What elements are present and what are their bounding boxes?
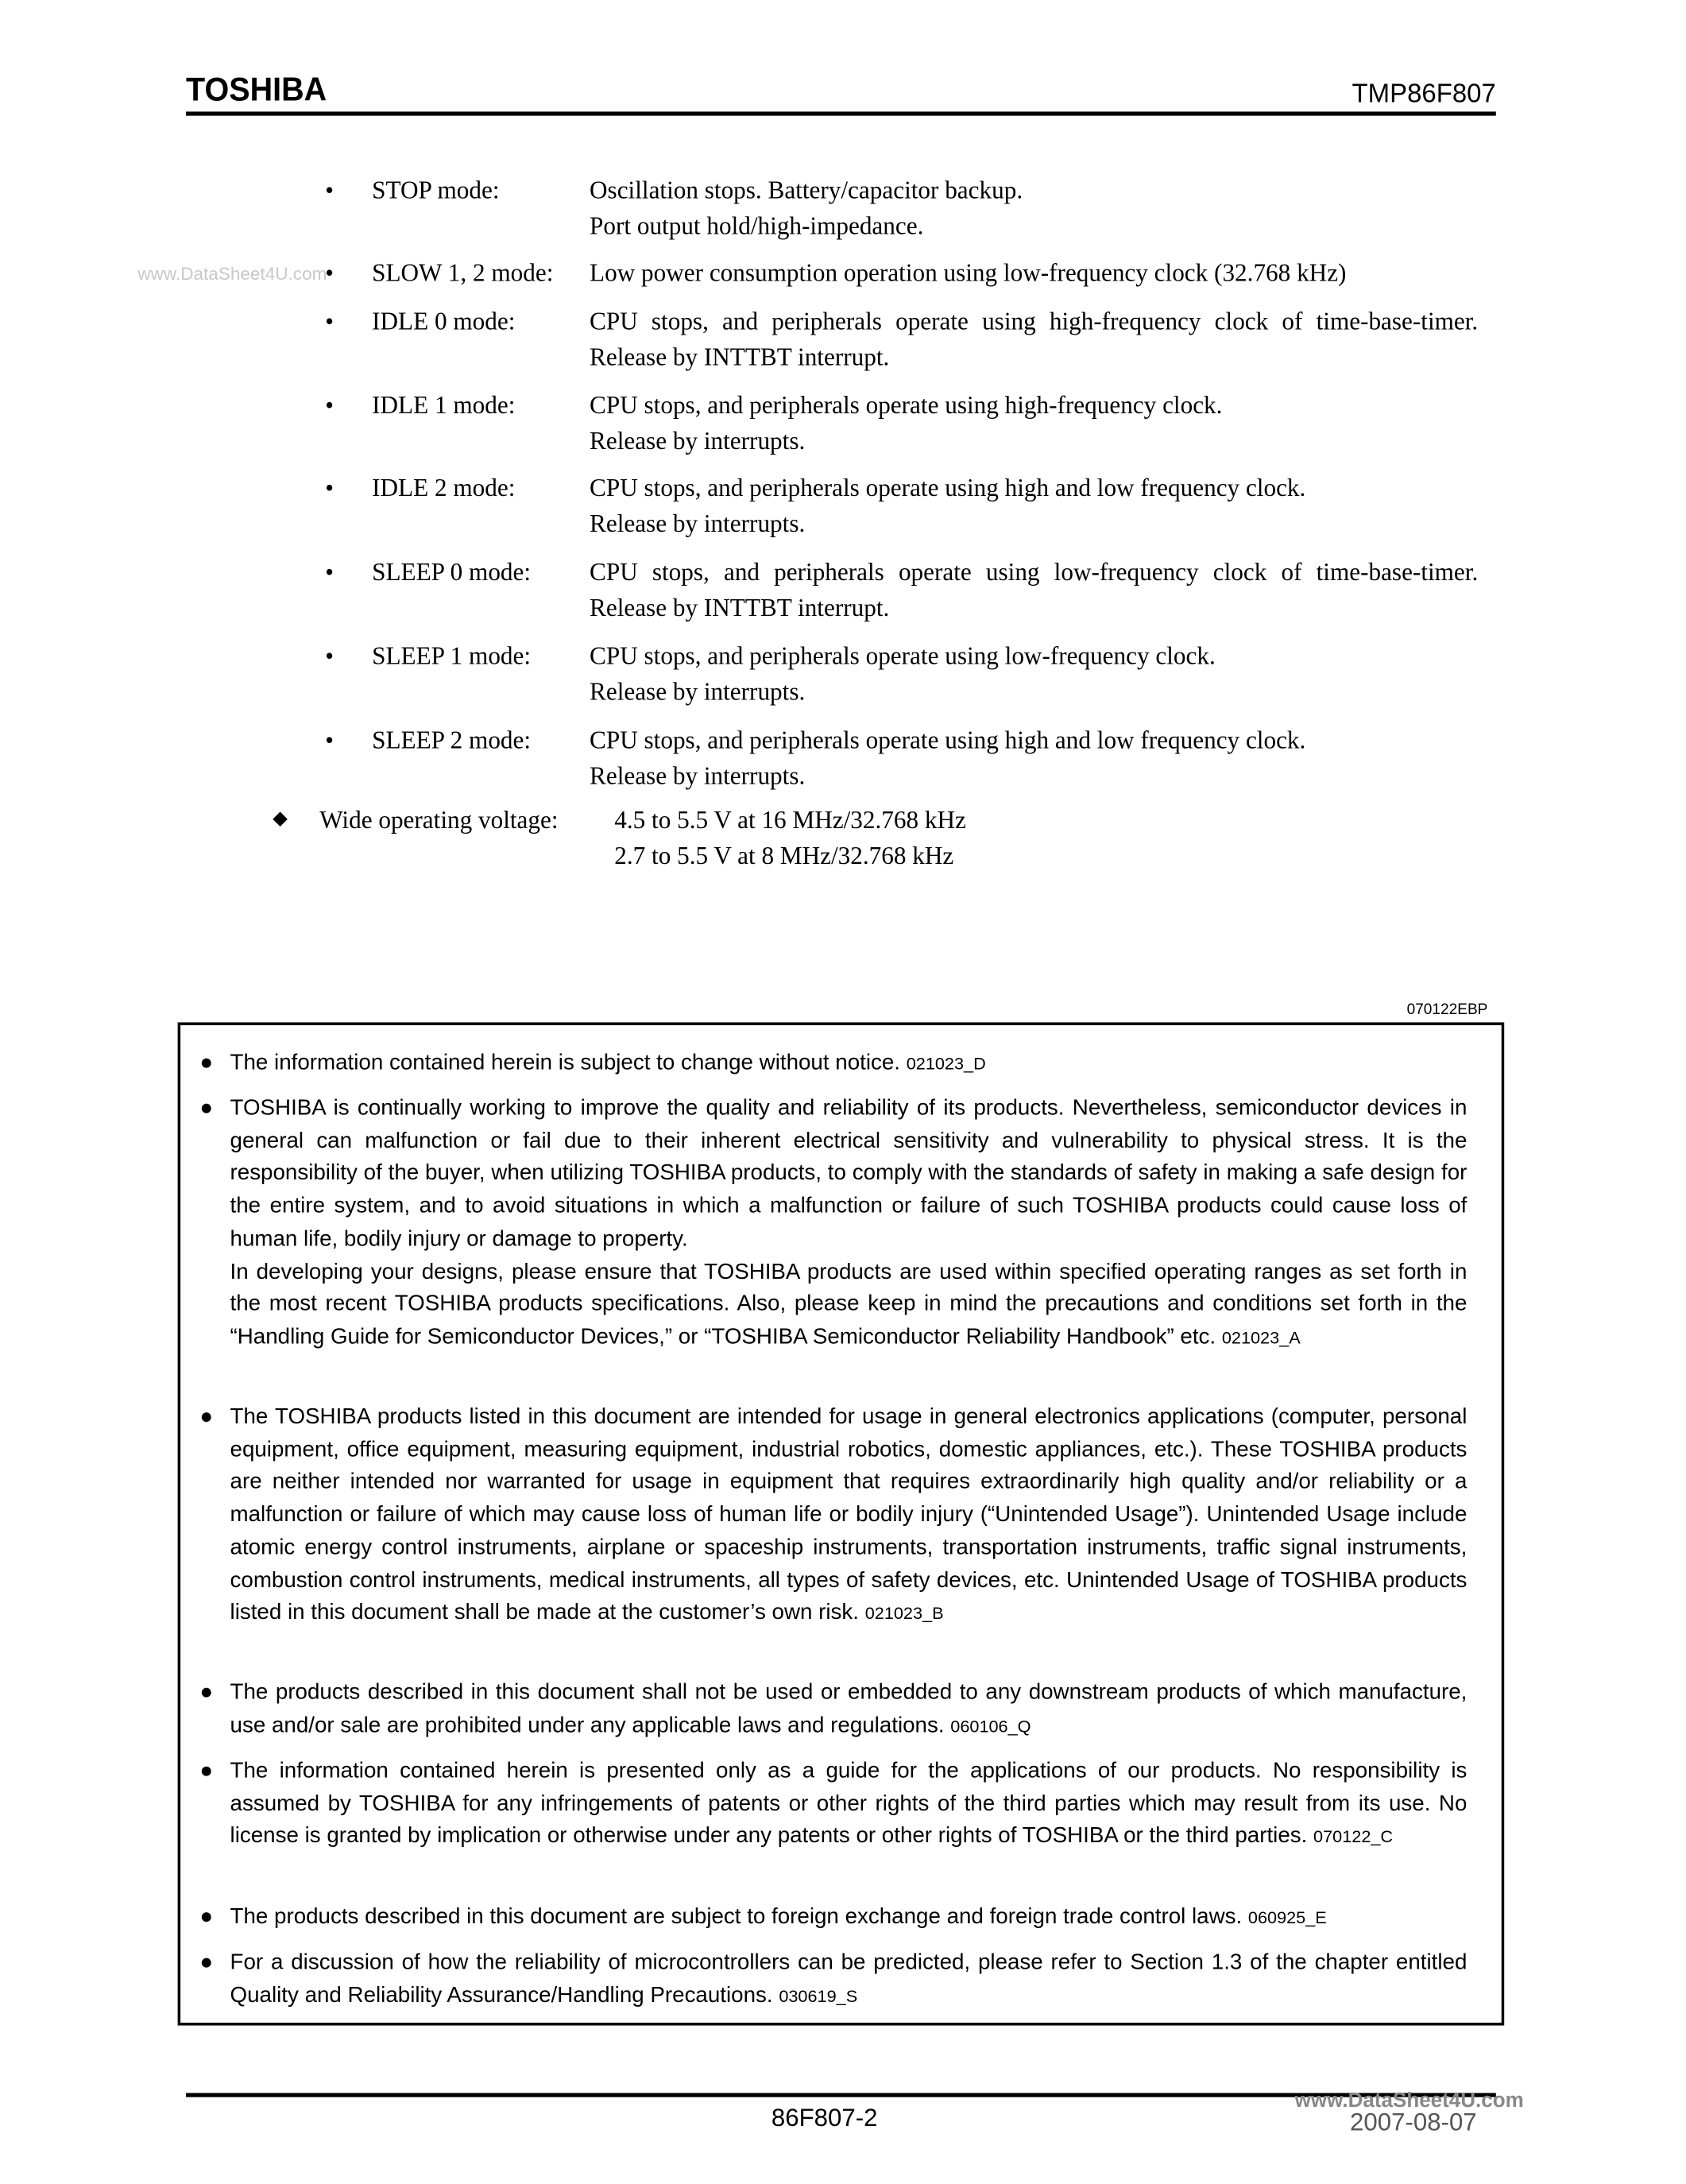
bullet-icon: ● [199, 1405, 214, 1429]
notice-item: ● For a discussion of how the reliability of microcontrollers can be predicted, please refer to Section 1.3 of the chapter entitled Quality and Reliability Assurance/Handling Precautions. 030619_S [230, 1947, 1468, 2014]
mode-desc: Oscillation stops. Battery/capacitor backup. Port output hold/high-impedance. [590, 176, 1023, 240]
watermark: www.DataSheet4U.com [137, 263, 327, 285]
mode-label: IDLE 2 mode: [372, 474, 516, 502]
bullet-icon: • [325, 726, 334, 754]
mode-label: STOP mode: [372, 176, 500, 204]
diamond-bullet-icon: ◆ [273, 808, 288, 830]
notice-item: ● The products described in this document are subject to foreign exchange and foreign trade control laws. 060925_E [230, 1902, 1468, 1936]
bullet-icon: ● [199, 1051, 214, 1075]
notice-item: ● The information contained herein is subject to change without notice. 021023_D [230, 1047, 1468, 1082]
mode-desc: CPU stops, and peripherals operate using high-frequency clock. Release by interrupts. [590, 391, 1223, 455]
bullet-icon: ● [199, 1759, 214, 1783]
page-number: 86F807-2 [771, 2104, 878, 2132]
bullet-icon: ● [199, 1950, 214, 1975]
mode-desc: CPU stops, and peripherals operate using low-frequency clock. Release by interrupts. [590, 641, 1216, 706]
bullet-icon: ● [199, 1905, 214, 1930]
footer-date: 2007-08-07 [1350, 2108, 1477, 2136]
bullet-icon: • [325, 391, 334, 420]
notice-box [178, 1022, 1505, 2025]
bullet-icon: ● [199, 1097, 214, 1121]
bullet-icon: • [325, 176, 334, 204]
voltage-values: 4.5 to 5.5 V at 16 MHz/32.768 kHz 2.7 to 5.5 V at 8 MHz/32.768 kHz [614, 806, 966, 869]
part-number: TMP86F807 [1352, 79, 1496, 109]
mode-desc: CPU stops, and peripherals operate using low-frequency clock of time-base-timer. Release by INTTBT interrupt. [590, 558, 1479, 622]
notice-item: ● TOSHIBA is continually working to improve the quality and reliability of its products. Nevertheless, semiconductor devices in general can malfunction or fail due to their inherent electrical sensitivity and vulnerability to physical stress. It is the responsibility of the buyer, when utilizing TOSHIBA products, to comply with the standards of safety in making a safe design for the entire system, and to avoid situations in which a malfunction or failure of such TOSHIBA products could cause loss of human life, bodily injury or damage to property. In developing your designs, please ensure that TOSHIBA products are used within specified operating ranges as set forth in the most recent TOSHIBA products specifications. Also, please keep in mind the precautions and conditions set forth in the “Handling Guide for Semiconductor Devices,” or “TOSHIBA Semiconductor Reliability Handbook” etc. 021023_A [230, 1093, 1468, 1355]
voltage-label: Wide operating voltage: [319, 806, 559, 834]
bullet-icon: • [325, 474, 334, 502]
mode-label: SLOW 1, 2 mode: [372, 258, 554, 287]
mode-label: IDLE 0 mode: [372, 307, 516, 335]
notice-item: ● The products described in this document shall not be used or embedded to any downstream products of which manufacture, use and/or sale are prohibited under any applicable laws and regulations. 060106_Q [230, 1677, 1468, 1744]
bullet-icon: • [325, 307, 334, 335]
mode-label: SLEEP 1 mode: [372, 641, 532, 670]
notice-item: ● The TOSHIBA products listed in this document are intended for usage in general electronics applications (computer, personal equipment, office equipment, measuring equipment, industrial robotics, domestic appliances, etc.). These TOSHIBA products are neither intended nor warranted for usage in equipment that requires extraordinarily high quality and/or reliability or a malfunction or failure of which may cause loss of human life or bodily injury (“Unintended Usage”). Unintended Usage include atomic energy control instruments, airplane or spaceship instruments, transportation instruments, traffic signal instruments, combustion control instruments, medical instruments, all types of safety devices, etc. Unintended Usage of TOSHIBA products listed in this document shall be made at the customer’s own risk. 021023_B [230, 1401, 1468, 1631]
mode-desc: CPU stops, and peripherals operate using high-frequency clock of time-base-timer. Release by INTTBT interrupt. [590, 307, 1479, 371]
mode-label: IDLE 1 mode: [372, 391, 516, 420]
mode-label: SLEEP 0 mode: [372, 558, 532, 586]
bullet-icon: • [325, 258, 334, 287]
toshiba-logo: TOSHIBA [186, 72, 327, 109]
footer-watermark: www.DataSheet4U.com [1294, 2089, 1524, 2112]
mode-desc: CPU stops, and peripherals operate using high and low frequency clock. Release by interrupts. [590, 726, 1306, 790]
notice-item: ● The information contained herein is presented only as a guide for the applications of our products. No responsibility is assumed by TOSHIBA for any infringements of patents or other rights of the third parties which may result from its use. No license is granted by implication or otherwise under any patents or other rights of TOSHIBA or the third parties. 070122_C [230, 1756, 1468, 1855]
mode-desc: CPU stops, and peripherals operate using high and low frequency clock. Release by interrupts. [590, 474, 1306, 538]
bullet-icon: • [325, 558, 334, 586]
mode-label: SLEEP 2 mode: [372, 726, 532, 754]
notice-code: 070122EBP [1406, 1001, 1488, 1019]
bullet-icon: • [325, 641, 334, 670]
mode-desc: Low power consumption operation using low-frequency clock (32.768 kHz) [590, 258, 1347, 287]
bullet-icon: ● [199, 1681, 214, 1705]
header-rule [186, 111, 1496, 115]
